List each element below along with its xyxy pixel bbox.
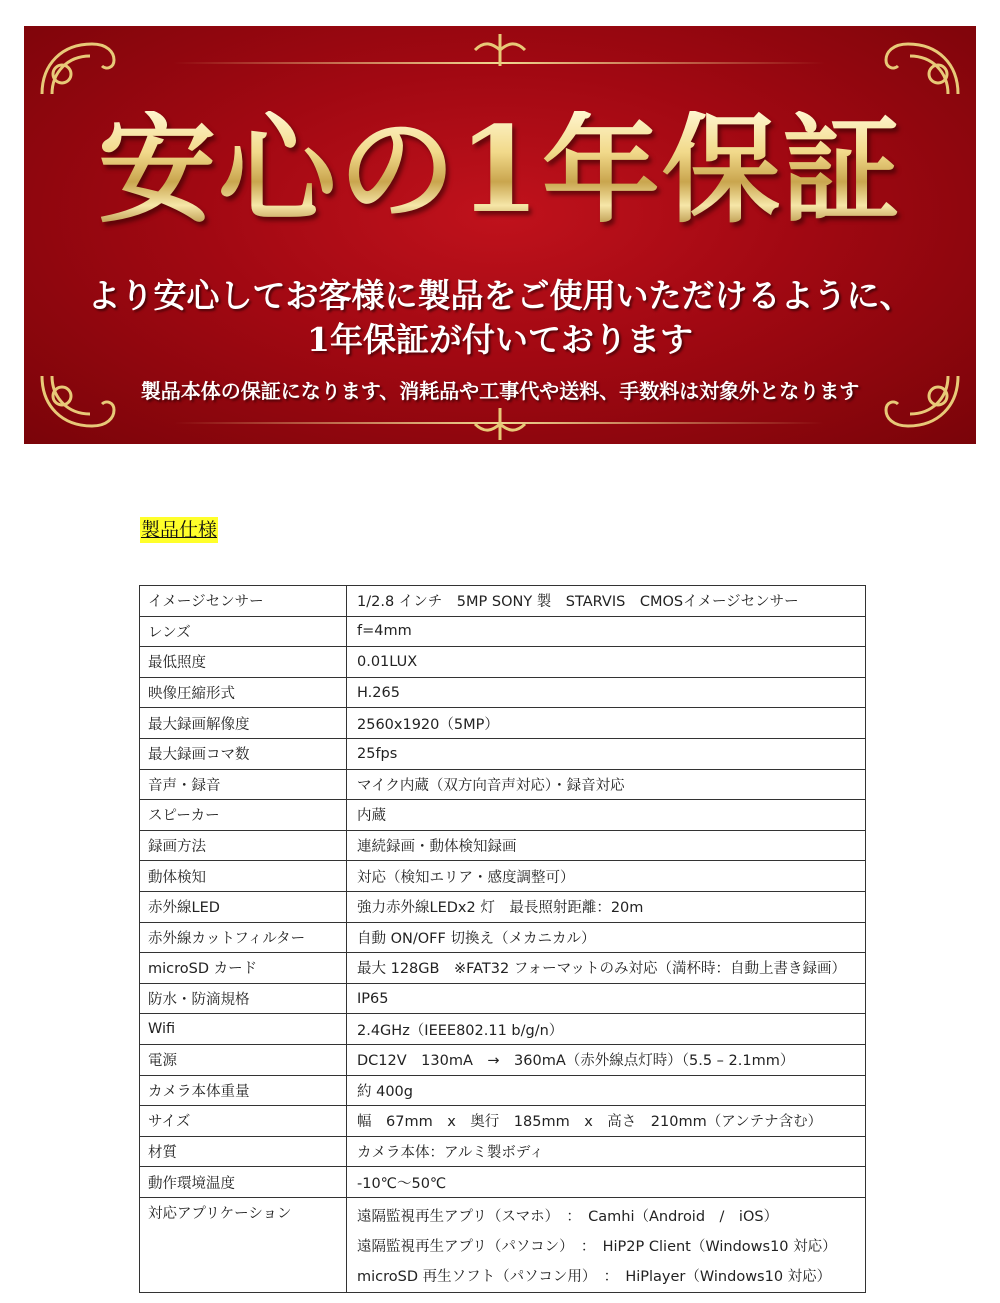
table-row [140,861,866,892]
spec-table [139,585,866,1293]
spec-value: 対応（検知エリア・感度調整可） [347,861,866,892]
warranty-banner [24,26,976,444]
spec-value: 1/2.8 インチ 5MP SONY 製 STARVIS CMOSイメージセンサー [347,586,866,617]
table-row [140,1014,866,1045]
app-line: microSD 再生ソフト（パソコン用） ： HiPlayer（Windows10 対応） [357,1268,832,1285]
spec-label: カメラ本体重量 [140,1075,347,1106]
spec-label: 最低照度 [140,647,347,678]
spec-label: 最大録画コマ数 [140,738,347,769]
table-row [140,738,866,769]
table-row [140,983,866,1014]
spec-value: 連続録画・動体検知録画 [347,830,866,861]
spec-value: 2.4GHz（IEEE802.11 b/g/n） [347,1014,866,1045]
table-row [140,800,866,831]
table-row [140,1136,866,1167]
table-row [140,922,866,953]
table-row [140,1044,866,1075]
banner-subtitle-line2: 1年保証が付いております [307,320,693,359]
spec-label: 赤外線カットフィルター [140,922,347,953]
spec-value: DC12V 130mA → 360mA（赤外線点灯時）（5.5 – 2.1mm） [347,1044,866,1075]
spec-value: 約 400g [347,1075,866,1106]
spec-label: 防水・防滴規格 [140,983,347,1014]
spec-label: 映像圧縮形式 [140,677,347,708]
spec-label: 材質 [140,1136,347,1167]
spec-value: 内蔵 [347,800,866,831]
spec-value: -10℃～50℃ [347,1167,866,1198]
spec-value: 25fps [347,738,866,769]
banner-subtitle-line1: より安心してお客様に製品をご使用いただけるように、 [87,276,913,315]
spec-label: 対応アプリケーション [140,1197,347,1292]
table-row [140,586,866,617]
center-ornament-top [465,30,535,70]
spec-value: 最大 128GB ※FAT32 フォーマットのみ対応（満杯時：自動上書き録画） [347,953,866,984]
spec-label: スピーカー [140,800,347,831]
spec-label: 赤外線LED [140,891,347,922]
spec-value: 2560x1920（5MP） [347,708,866,739]
table-row [140,677,866,708]
spec-value: マイク内蔵（双方向音声対応）・録音対応 [347,769,866,800]
spec-label: イメージセンサー [140,586,347,617]
banner-title: 安心の1年保証 [24,111,976,229]
spec-label: microSD カード [140,953,347,984]
table-row [140,1075,866,1106]
table-row [140,1167,866,1198]
table-row-apps [140,1197,866,1292]
spec-label: 動作環境温度 [140,1167,347,1198]
spec-label: 最大録画解像度 [140,708,347,739]
spec-label: サイズ [140,1106,347,1137]
corner-ornament-top-right [878,34,968,104]
spec-label: Wifi [140,1014,347,1045]
spec-heading: 製品仕様 [141,519,218,541]
spec-value: IP65 [347,983,866,1014]
spec-value: カメラ本体：アルミ製ボディ [347,1136,866,1167]
spec-value: 自動 ON/OFF 切換え（メカニカル） [347,922,866,953]
center-ornament-bottom [465,404,535,444]
table-row [140,616,866,647]
spec-label: レンズ [140,616,347,647]
table-row [140,830,866,861]
corner-ornament-top-left [32,34,122,104]
banner-note: 製品本体の保証になります、消耗品や工事代や送料、手数料は対象外となります [140,379,860,403]
app-line: 遠隔監視再生アプリ（スマホ） ： Camhi（Android / iOS） [357,1208,779,1225]
table-row [140,769,866,800]
table-row [140,1106,866,1137]
app-line: 遠隔監視再生アプリ（パソコン） ： HiP2P Client（Windows10 対応） [357,1238,837,1255]
table-row [140,647,866,678]
table-row [140,953,866,984]
table-row [140,708,866,739]
spec-value: 強力赤外線LEDx2 灯 最長照射距離：20m [347,891,866,922]
spec-label: 動体検知 [140,861,347,892]
spec-value: 0.01LUX [347,647,866,678]
spec-value: f=4mm [347,616,866,647]
spec-value: H.265 [347,677,866,708]
table-row [140,891,866,922]
spec-label: 電源 [140,1044,347,1075]
spec-label: 音声・録音 [140,769,347,800]
spec-value-apps [347,1197,866,1292]
spec-label: 録画方法 [140,830,347,861]
spec-value: 幅 67mm x 奥行 185mm x 高さ 210mm（アンテナ含む） [347,1106,866,1137]
